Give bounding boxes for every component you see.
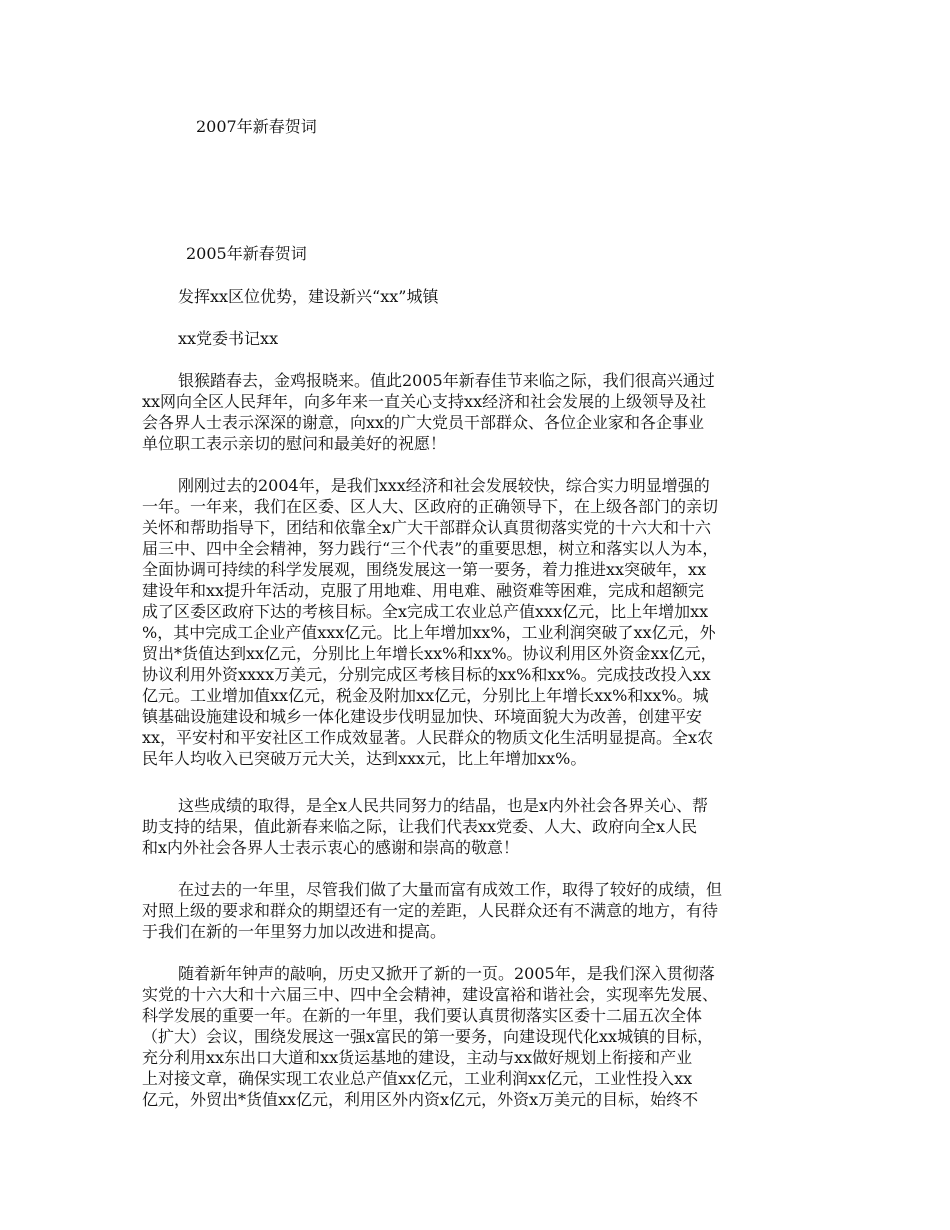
paragraph-line: （扩大）会议，围绕发展这一强x富民的第一要务，向建设现代化xx城镇的目标， xyxy=(142,1027,714,1046)
paragraph-line: 充分利用xx东出口大道和xx货运基地的建设，主动与xx做好规划上衔接和产业 xyxy=(142,1048,693,1067)
paragraph-line: 实党的十六大和十六届三中、四中全会精神，建设富裕和谐社会，实现率先发展、 xyxy=(142,985,719,1004)
paragraph-line: 银猴踏春去，金鸡报晓来。值此2005年新春佳节来临之际，我们很高兴通过 xyxy=(178,371,715,390)
paragraph-line: %，其中完成工企业产值xxx亿元。比上年增加xx%，工业利润突破了xx亿元，外 xyxy=(142,623,716,642)
document-title-2007: 2007年新春贺词 xyxy=(196,117,317,136)
paragraph-line: 科学发展的重要一年。在新的一年里，我们要认真贯彻落实区委十二届五次全体 xyxy=(142,1006,703,1025)
paragraph-line: xx网向全区人民拜年，向多年来一直关心支持xx经济和社会发展的上级领导及社 xyxy=(142,392,707,411)
paragraph-greeting xyxy=(142,370,822,454)
paragraph-line: 助支持的结果，值此新春来临之际，让我们代表xx党委、人大、政府向全x人民 xyxy=(142,817,698,836)
paragraph-line: 刚刚过去的2004年，是我们xxx经济和社会发展较快，综合实力明显增强的 xyxy=(178,476,710,495)
paragraph-line: 会各界人士表示深深的谢意，向xx的广大党员干部群众、各位企业家和各企事业 xyxy=(142,413,705,432)
paragraph-achievements xyxy=(142,475,822,769)
paragraph-line: 届三中、四中全会精神，努力践行“三个代表”的重要思想，树立和落实以人为本， xyxy=(142,539,719,558)
paragraph-line: 亿元。工业增加值xx亿元，税金及附加xx亿元，分别比上年增长xx%和xx%。城 xyxy=(142,686,709,705)
paragraph-line: 和x内外社会各界人士表示衷心的感谢和崇高的敬意！ xyxy=(142,838,520,857)
paragraph-line: 亿元，外贸出*货值xx亿元，利用区外内资x亿元，外资x万美元的目标，始终不 xyxy=(142,1090,699,1109)
document-author: xx党委书记xx xyxy=(178,329,279,348)
paragraph-line: 于我们在新的一年里努力加以改进和提高。 xyxy=(142,922,447,941)
paragraph-thanks xyxy=(142,795,822,858)
paragraph-line: 这些成绩的取得，是全x人民共同努力的结晶，也是x内外社会各界关心、帮 xyxy=(178,796,709,815)
paragraph-line: 贸出*货值达到xx亿元，分别比上年增长xx%和xx%。协议利用区外资金xx亿元， xyxy=(142,644,717,663)
paragraph-line: 一年。一年来，我们在区委、区人大、区政府的正确领导下，在上级各部门的亲切 xyxy=(142,497,719,516)
paragraph-new-year-goals xyxy=(142,963,822,1110)
paragraph-line: 在过去的一年里，尽管我们做了大量而富有成效工作，取得了较好的成绩，但 xyxy=(178,880,723,899)
paragraph-line: 全面协调可持续的科学发展观，围绕发展这一第一要务，着力推进xx突破年，xx xyxy=(142,560,707,579)
paragraph-line: 民年人均收入已突破万元大关，达到xxx元，比上年增加xx%。 xyxy=(142,749,587,768)
paragraph-line: 建设年和xx提升年活动，克服了用地难、用电难、融资难等困难，完成和超额完 xyxy=(142,581,705,600)
paragraph-line: 关怀和帮助指导下，团结和依靠全x广大干部群众认真贯彻落实党的十六大和十六 xyxy=(142,518,712,537)
paragraph-line: 上对接文章，确保实现工农业总产值xx亿元，工业利润xx亿元，工业性投入xx xyxy=(142,1069,693,1088)
paragraph-line: 成了区委区政府下达的考核目标。全x完成工农业总产值xxx亿元，比上年增加xx xyxy=(142,602,709,621)
paragraph-line: 随着新年钟声的敲响，历史又掀开了新的一页。2005年，是我们深入贯彻落 xyxy=(178,964,715,983)
document-subtitle: 发挥xx区位优势，建设新兴“xx”城镇 xyxy=(178,287,439,306)
paragraph-line: 镇基础设施建设和城乡一体化建设步伐明显加快、环境面貌大为改善，创建平安 xyxy=(142,707,703,726)
paragraph-line: 对照上级的要求和群众的期望还有一定的差距，人民群众还有不满意的地方，有待 xyxy=(142,901,719,920)
paragraph-line: xx，平安村和平安社区工作成效显著。人民群众的物质文化生活明显提高。全x农 xyxy=(142,728,714,747)
paragraph-line: 单位职工表示亲切的慰问和最美好的祝愿！ xyxy=(142,434,447,453)
paragraph-shortcomings xyxy=(142,879,822,942)
paragraph-line: 协议利用外资xxxx万美元，分别完成区考核目标的xx%和xx%。完成技改投入xx xyxy=(142,665,711,684)
document-title-2005: 2005年新春贺词 xyxy=(186,244,307,263)
